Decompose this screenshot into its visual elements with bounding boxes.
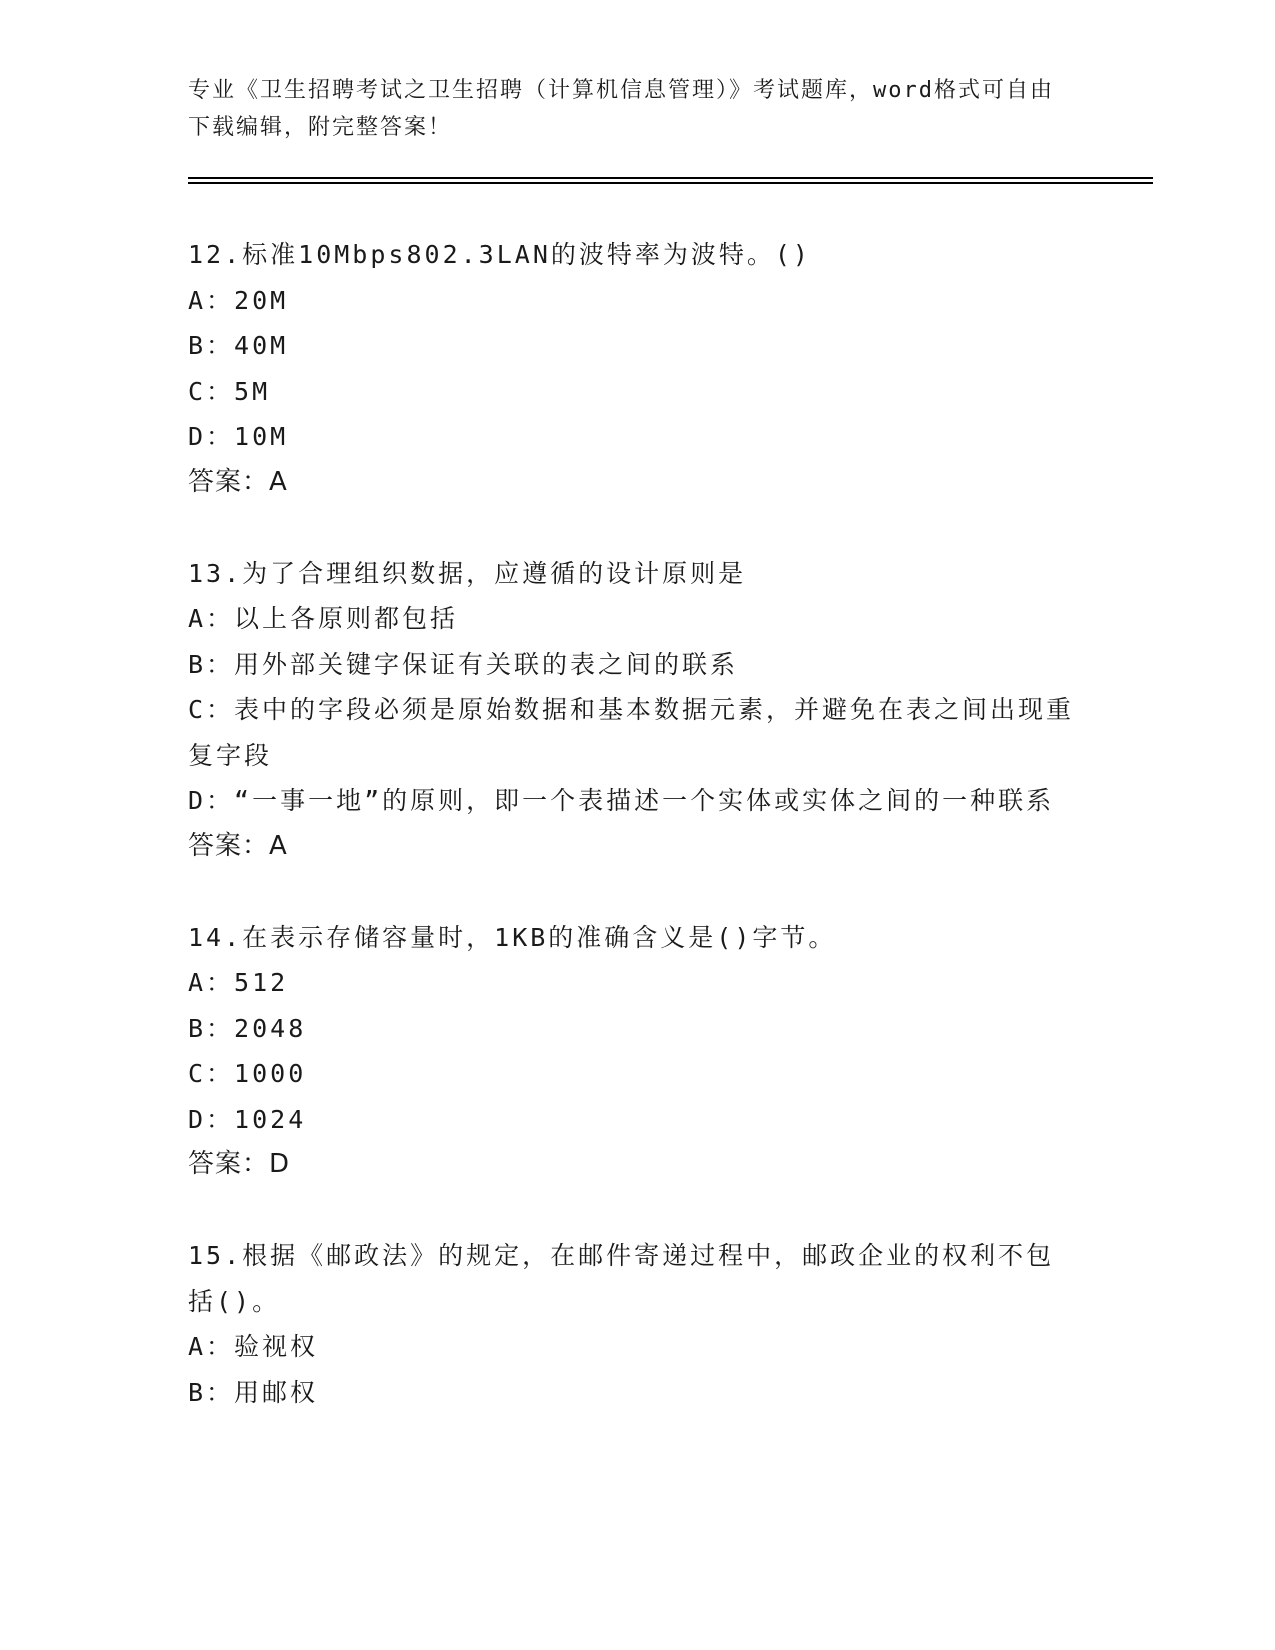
option-b: B：2048: [188, 1013, 307, 1043]
option-b: B：40M: [188, 331, 289, 360]
question-title: 14.在表示存储容量时，1KB的准确含义是()字节。: [188, 922, 837, 952]
document-header: 专业《卫生招聘考试之卫生招聘（计算机信息管理）》考试题库，word格式可自由下载编辑，附完整答案！: [188, 78, 1054, 140]
option-list: [188, 278, 1078, 460]
question-15: [188, 1233, 1078, 1415]
header-divider-bottom: [188, 182, 1153, 184]
option-a: A：20M: [188, 285, 289, 315]
option-d: D：1024: [188, 1104, 307, 1134]
option-a: A：以上各原则都包括: [188, 604, 459, 633]
question-12: [188, 232, 1078, 505]
option-a: A：验视权: [188, 1332, 319, 1361]
question-title: 15.根据《邮政法》的规定，在邮件寄递过程中，邮政企业的权利不包括()。: [188, 1241, 1055, 1316]
option-list: [188, 1324, 1078, 1415]
answer-line: 答案：D: [188, 1149, 291, 1179]
option-c: C：5M: [188, 376, 271, 406]
answer-line: 答案：A: [188, 830, 288, 861]
question-title: 13.为了合理组织数据，应遵循的设计原则是: [188, 558, 747, 588]
option-c: C：表中的字段必须是原始数据和基本数据元素，并避免在表之间出现重复字段: [188, 695, 1075, 770]
option-d: D：10M: [188, 422, 289, 451]
question-list: [188, 232, 1078, 1461]
question-title: 12.标准10Mbps802.3LAN的波特率为波特。(): [188, 240, 811, 269]
option-list: [188, 596, 1078, 824]
option-list: [188, 960, 1078, 1142]
option-b: B：用邮权: [188, 1377, 319, 1407]
option-a: A：512: [188, 968, 289, 997]
question-14: [188, 915, 1078, 1188]
question-13: [188, 551, 1078, 869]
option-b: B：用外部关键字保证有关联的表之间的联系: [188, 649, 739, 679]
option-d: D：“一事一地”的原则，即一个表描述一个实体或实体之间的一种联系: [188, 786, 1055, 815]
header-divider-top: [188, 177, 1153, 179]
option-c: C：1000: [188, 1059, 307, 1088]
answer-line: 答案：A: [188, 466, 288, 497]
